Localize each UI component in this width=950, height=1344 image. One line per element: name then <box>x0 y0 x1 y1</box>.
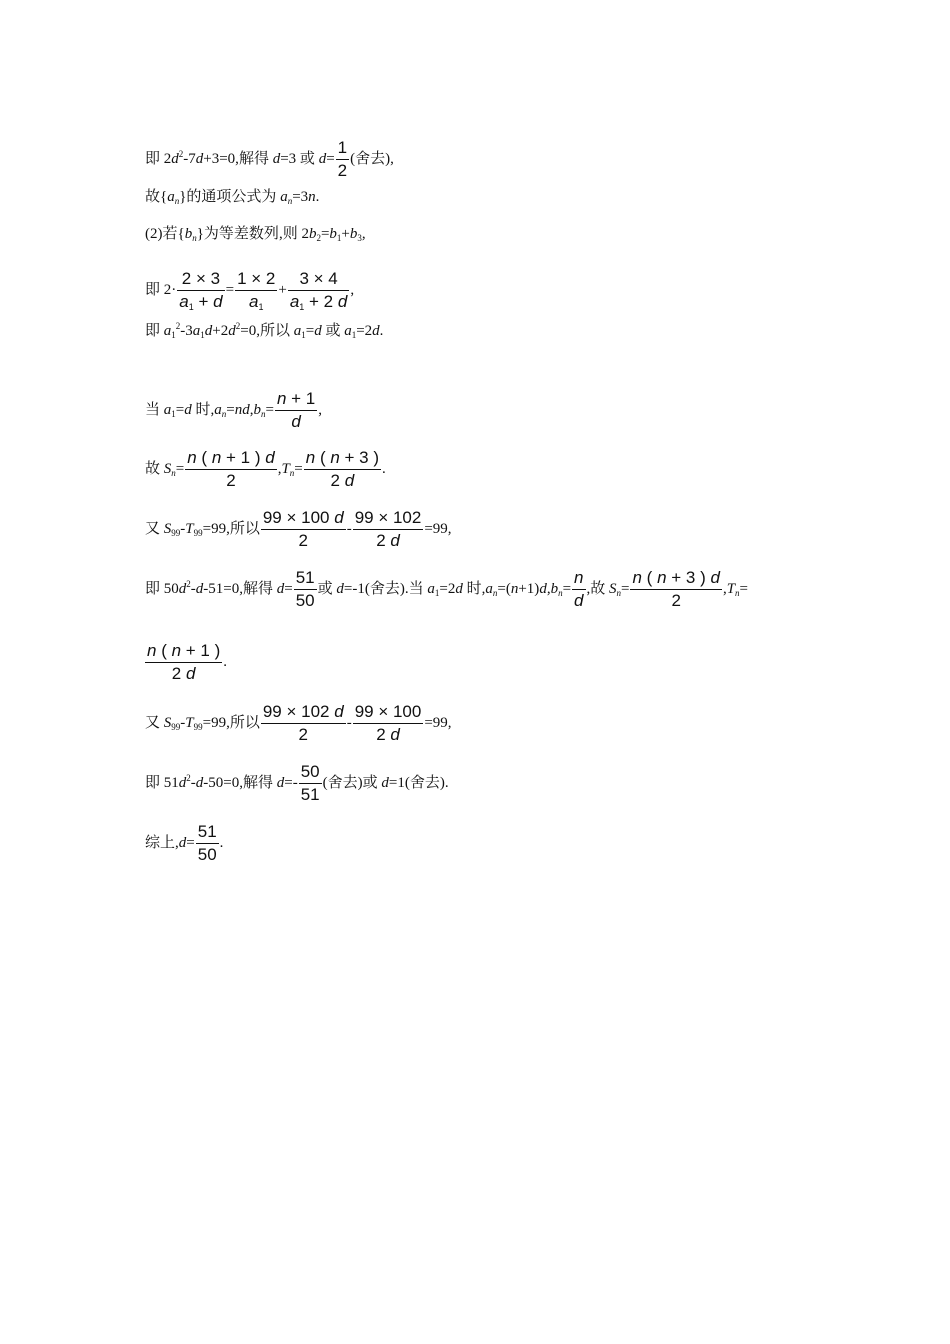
solution-line-5: 即 $a_1^2-3a_1d+2d^2=0$,所以 $a_1=d$ 或 $a_1=2d$. <box>145 321 384 340</box>
fraction: $\frac{n ( n + 1 ) d}{2}$ <box>187 448 275 490</box>
solution-line-12: 即 $51d^2-d-50=0$,解得 d=- $\frac{50}{51}$ (舍去)或 d=1(舍去). <box>145 762 449 804</box>
fraction: $\frac{n + 1}{d}$ <box>276 389 316 431</box>
fraction: $\frac{1}{2}$ <box>337 138 348 180</box>
fraction: $\frac{99 \times 100}{2 d}$ <box>354 702 422 744</box>
solution-line-8: 又 $S_{99}-T_{99}=99$,所以 $\frac{99 \times 100 d}{2}$ - $\frac{99 \times 102}{2 d}$ =99, <box>145 508 452 550</box>
fraction: $\frac{50}{51}$ <box>300 762 320 804</box>
fraction: $\frac{n ( n + 3 )}{2 d}$ <box>305 448 380 490</box>
fraction: $\frac{51}{50}$ <box>295 568 315 610</box>
solution-line-4: 即 2· $\frac{2 \times 3}{a_1 + d}$ = $\frac{1 \times 2}{a_1}$ + $\frac{3 \times 4}{a_1 + 2 d}$ , <box>145 269 355 312</box>
solution-line-13: 综上,d= $\frac{51}{50}$ . <box>145 822 224 864</box>
fraction: $\frac{99 \times 102 d}{2}$ <box>262 702 344 744</box>
solution-line-1: 即 $2d^2-7d+3=0$,解得 d=3 或 d= $\frac{1}{2}$ (舍去), <box>145 138 394 180</box>
fraction: $\frac{n}{d}$ <box>574 568 584 610</box>
fraction: $\frac{51}{50}$ <box>197 822 217 864</box>
fraction: $\frac{99 \times 100 d}{2}$ <box>262 508 344 550</box>
fraction: $\frac{2 \times 3}{a_1 + d}$ <box>179 269 223 312</box>
solution-line-3: (2)若$\{b_n\}$为等差数列,则 $2b_2=b_1+b_3$, <box>145 224 366 243</box>
solution-line-10: $\frac{n ( n + 1 )}{2 d}$ . <box>147 641 228 683</box>
solution-line-7: 故 $S_n=$ $\frac{n ( n + 1 ) d}{2}$ $,T_n=$ $\frac{n ( n + 3 )}{2 d}$ . <box>145 448 386 490</box>
solution-line-2: 故$\{a_n\}$的通项公式为 $a_n=3n$. <box>145 187 320 206</box>
solution-line-6: 当 $a_1=d$ 时$,a_n=nd,b_n=$ $\frac{n + 1}{d}$ , <box>145 389 322 431</box>
fraction: $\frac{3 \times 4}{a_1 + 2 d}$ <box>289 269 348 312</box>
fraction: $\frac{99 \times 102}{2 d}$ <box>354 508 422 550</box>
solution-line-11: 又 $S_{99}-T_{99}=99$,所以 $\frac{99 \times 102 d}{2}$ - $\frac{99 \times 100}{2 d}$ =99, <box>145 702 452 744</box>
fraction: $\frac{n ( n + 1 )}{2 d}$ <box>147 641 221 683</box>
solution-line-9: 即 $50d^2-d-51=0$,解得 d= $\frac{51}{50}$ 或 d=-1(舍去).当 $a_1=2d$ 时$,a_n=(n+1)d,b_n=$ $\frac{n}{d}$ ,故 $S_n=$ $\frac{n ( n + 3 ) d}{2}$ $,T_n=$ <box>145 568 748 610</box>
fraction: $\frac{1 \times 2}{a_1}$ <box>237 269 276 312</box>
fraction: $\frac{n ( n + 3 ) d}{2}$ <box>632 568 720 610</box>
